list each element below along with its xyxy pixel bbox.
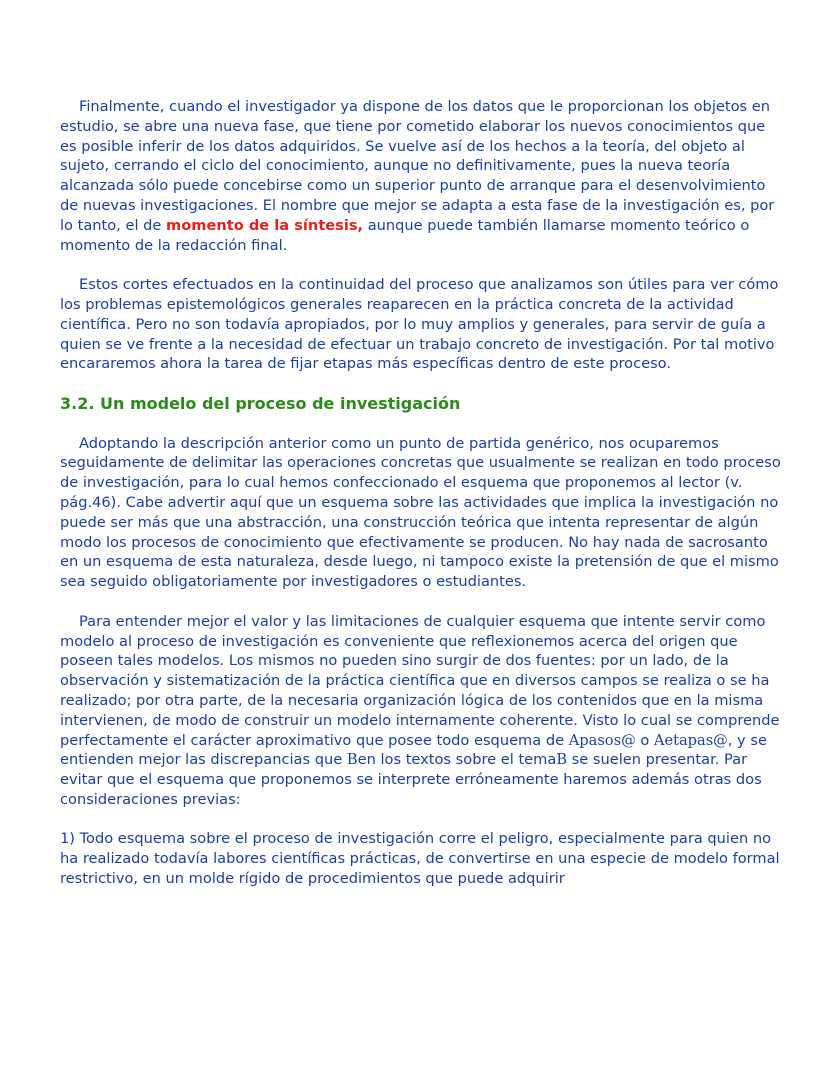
quoted-term: Aetapas@ xyxy=(653,731,728,749)
paragraph-model-description: Adoptando la descripción anterior como un punto de partida genérico, nos ocuparemos seguidamente de delimitar las operaciones concretas que usualmente se realizan en todo proceso de investigación, para lo cual hemos confeccionado el esquema que proponemos al lector (v. pág.46). Cabe advertir aquí que un esquema sobre las actividades que implica la investigación no puede ser más que una abstracción, una construcción teórica que intenta representar de algún modo los procesos de conocimiento que efectivamente se producen. No hay nada de sacrosanto en un esquema de esta naturaleza, desde luego, ni tampoco existe la pretensión de que el mismo sea seguido obligatoriamente por investigadores o estudiantes. xyxy=(60,434,781,591)
paragraph-text: , y se entienden mejor las discrepancias que xyxy=(60,731,767,769)
quote-mark: B xyxy=(346,751,358,769)
quote-mark: B xyxy=(556,751,568,769)
paragraph-text: Finalmente, cuando el investigador ya dispone de los datos que le proporcionan los objetos en estudio, se abre una nueva fase, que tiene por cometido elaborar los nuevos conocimientos que es posible inferir de los datos adquiridos. Se vuelve así de los hechos a la teoría, del objeto al sujeto, cerrando el ciclo del conocimiento, aunque no definitivamente, pues la nueva teoría alcanzada sólo puede concebirse como un superior punto de arranque para el desenvolvimiento de nuevas investigaciones. El nombre que mejor se adapta a esta fase de la investigación es, por lo tanto, el de xyxy=(60,98,775,234)
document-page xyxy=(60,97,782,889)
paragraph-synthesis-moment xyxy=(60,97,782,255)
paragraph-process-cuts: Estos cortes efectuados en la continuidad del proceso que analizamos son útiles para ver cómo los problemas epistemológicos generales reaparecen en la práctica concreta de la actividad científica. Pero no son todavía apropiados, por lo muy amplios y generales, para servir de guía a quien se ve frente a la necesidad de efectuar un trabajo concreto de investigación. Por tal motivo encararemos ahora la tarea de fijar etapas más específicas dentro de este proceso. xyxy=(60,276,779,373)
section-heading: 3.2. Un modelo del proceso de investigación xyxy=(60,393,461,413)
paragraph-text: aunque puede también llamarse momento teórico o momento de la redacción final. xyxy=(60,216,750,254)
quoted-term: Apasos@ xyxy=(568,731,636,749)
paragraph-text: se suelen presentar. Par evitar que el esquema que proponemos se interprete erróneamente haremos además otras dos consideraciones previas: xyxy=(60,751,762,808)
highlighted-term: momento de la síntesis, xyxy=(166,216,364,234)
paragraph-text: o xyxy=(635,731,654,749)
paragraph-text: Para entender mejor el valor y las limitaciones de cualquier esquema que intente servir como modelo al proceso de investigación es conveniente que reflexionemos acerca del origen que poseen tales modelos. Los mismos no pueden sino surgir de dos fuentes: por un lado, de la observación y sistematización de la práctica científica que en diversos campos se realiza o se ha realizado; por otra parte, de la necesaria organización lógica de los contenidos que en la misma intervienen, de modo de construir un modelo internamente coherente. Visto lo cual se comprende perfectamente el carácter aproximativo que posee todo esquema de xyxy=(60,612,780,749)
paragraph-text: en los textos sobre el tema xyxy=(357,751,557,769)
paragraph-model-limitations xyxy=(60,612,782,810)
paragraph-numbered-point-1: 1) Todo esquema sobre el proceso de investigación corre el peligro, especialmente para quien no ha realizado todavía labores científicas prácticas, de convertirse en una especie de modelo formal restrictivo, en un molde rígido de procedimientos que puede adquirir xyxy=(60,830,780,888)
